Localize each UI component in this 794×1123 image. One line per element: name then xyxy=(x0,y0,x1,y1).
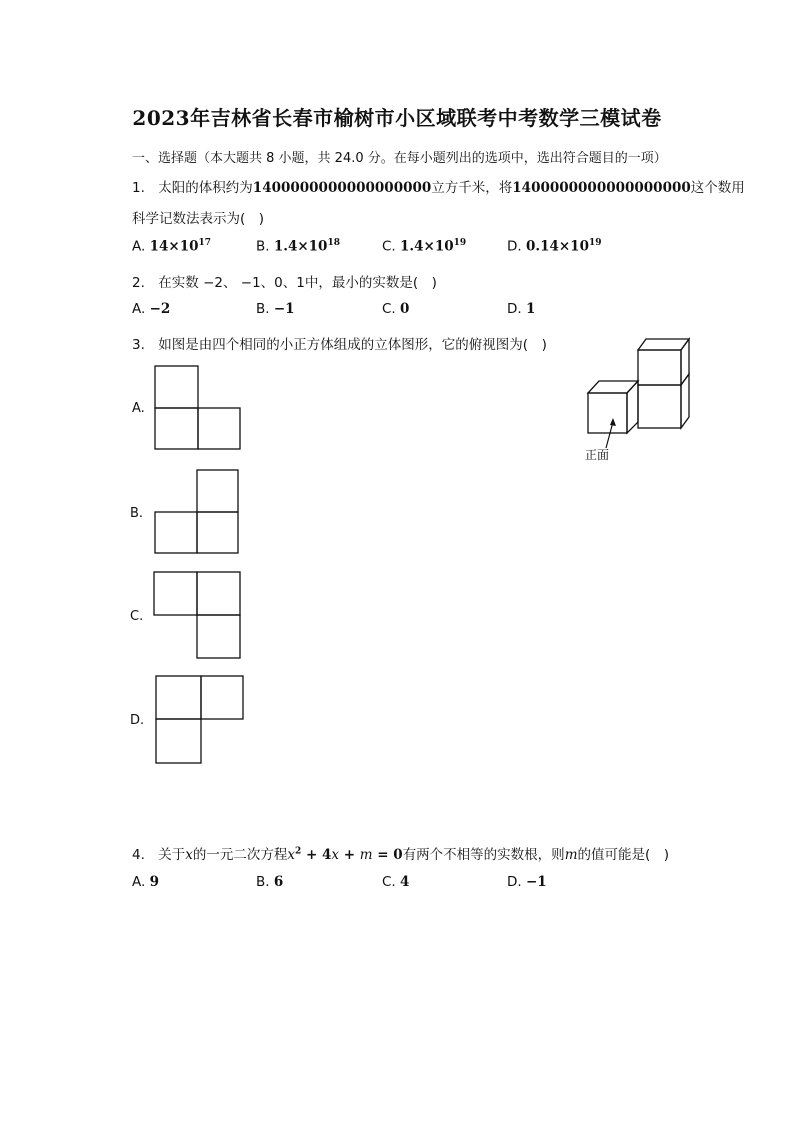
q1-option-b xyxy=(256,238,340,255)
question-text: 如图是由四个相同的小正方体组成的立体图形，它的俯视图为( ) xyxy=(158,337,547,353)
option-value: 9 xyxy=(149,874,159,890)
question-text: 的值可能是( ) xyxy=(577,847,670,863)
front-label: 正面 xyxy=(585,448,610,462)
q3-option-b-figure xyxy=(152,468,244,556)
q3-option-b-label: B. xyxy=(130,506,144,521)
option-value: 14×10 xyxy=(149,238,199,255)
option-label: C. xyxy=(382,874,396,890)
q4-option-c xyxy=(382,874,409,890)
option-value: −2 xyxy=(149,301,171,317)
option-label: B. xyxy=(256,301,270,317)
math-term: + xyxy=(339,847,360,863)
q1-option-c xyxy=(382,238,466,255)
math-variable: x xyxy=(185,847,193,863)
question-3 xyxy=(132,333,547,353)
option-label: D. xyxy=(507,301,522,317)
q1-option-d xyxy=(507,238,602,255)
option-value: 0 xyxy=(400,301,410,317)
option-value: 0.14×10 xyxy=(525,238,589,255)
math-term: = 0 xyxy=(372,847,403,863)
q3-option-c-label: C. xyxy=(130,609,144,624)
section-header: 一、选择题（本大题共 8 小题，共 24.0 分。在每小题列出的选项中，选出符合题目的一项） xyxy=(132,151,667,166)
question-text: 在实数 −2、 −1、0、1中，最小的实数是( ) xyxy=(158,275,437,291)
q3-option-d-label: D. xyxy=(130,713,145,728)
math-variable: x xyxy=(331,847,340,863)
math-variable: x xyxy=(287,847,296,863)
math-exponent: 2 xyxy=(295,846,302,857)
q3-option-a-label: A. xyxy=(132,401,145,416)
option-value: 1.4×10 xyxy=(273,238,328,255)
option-exponent: 18 xyxy=(327,238,340,248)
option-label: D. xyxy=(507,874,522,890)
math-number: 1400000000000000000 xyxy=(252,180,432,196)
option-exponent: 17 xyxy=(198,238,212,248)
option-exponent: 19 xyxy=(588,238,602,248)
option-value: −1 xyxy=(273,301,295,317)
q3-option-a-figure xyxy=(152,364,244,452)
question-2 xyxy=(132,271,437,291)
question-number: 2. xyxy=(132,275,145,291)
question-text: 立方千米，将 xyxy=(431,180,513,196)
q2-option-d xyxy=(507,301,535,317)
math-variable: m xyxy=(564,847,578,863)
question-text: 太阳的体积约为 xyxy=(158,180,253,196)
question-text: 关于 xyxy=(158,847,186,863)
math-number: 1400000000000000000 xyxy=(512,180,691,196)
option-value: 1.4×10 xyxy=(400,238,454,255)
option-value: 6 xyxy=(273,874,284,890)
option-label: B. xyxy=(256,874,270,890)
option-exponent: 19 xyxy=(453,238,467,248)
question-number: 3. xyxy=(132,337,145,353)
question-text: 有两个不相等的实数根，则 xyxy=(402,847,565,863)
option-value: −1 xyxy=(525,874,547,890)
q4-option-a xyxy=(132,874,159,890)
q3-option-c-figure xyxy=(152,570,244,662)
q4-option-d xyxy=(507,874,547,890)
q1-option-a xyxy=(132,238,211,255)
question-number: 4. xyxy=(132,847,145,863)
question-number: 1. xyxy=(132,180,145,196)
question-4 xyxy=(132,843,669,863)
option-label: D. xyxy=(507,238,522,255)
q2-option-c xyxy=(382,301,409,317)
question-text: 这个数用 xyxy=(690,180,745,196)
math-variable: m xyxy=(359,847,373,863)
option-label: C. xyxy=(382,238,396,255)
question-text: 的一元二次方程 xyxy=(192,847,288,863)
q2-option-a xyxy=(132,301,170,317)
page-title: 2023年吉林省长春市榆树市小区域联考中考数学三模试卷 xyxy=(132,106,662,130)
question-1-line-2: 科学记数法表示为( ) xyxy=(132,211,265,227)
q4-option-b xyxy=(256,874,283,890)
option-label: A. xyxy=(132,874,146,890)
math-term: + 4 xyxy=(301,847,332,863)
option-label: A. xyxy=(132,238,146,255)
option-label: C. xyxy=(382,301,396,317)
option-label: B. xyxy=(256,238,270,255)
option-label: A. xyxy=(132,301,146,317)
option-value: 4 xyxy=(400,874,410,890)
q2-option-b xyxy=(256,301,295,317)
option-value: 1 xyxy=(525,301,536,317)
q3-option-d-figure xyxy=(153,674,247,766)
question-1 xyxy=(132,176,745,196)
